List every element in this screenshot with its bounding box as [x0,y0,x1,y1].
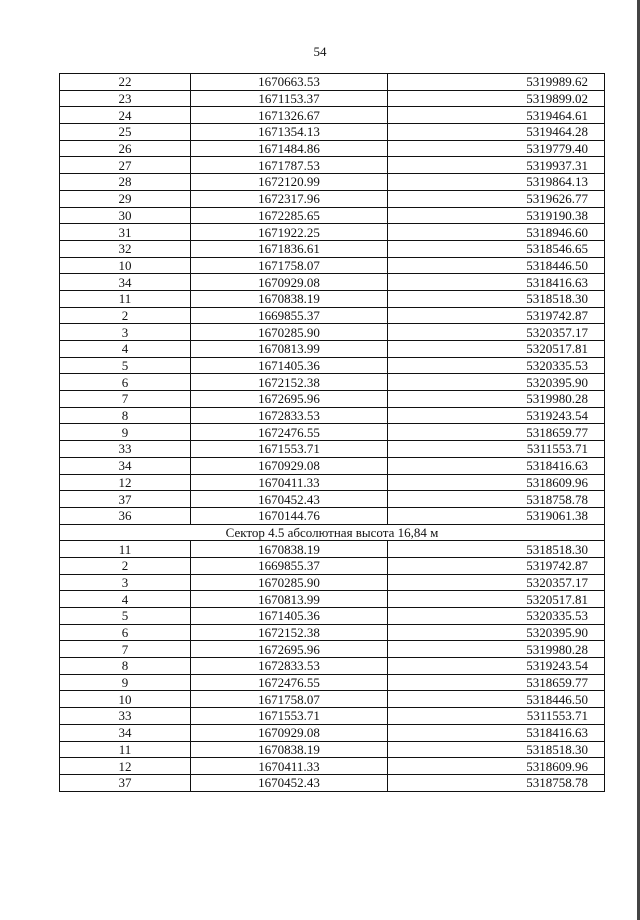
y-coordinate-cell: 5318416.63 [388,724,605,741]
table-row [60,674,605,691]
y-coordinate-cell: 5319243.54 [388,658,605,675]
table-row [60,507,605,524]
table-row [60,491,605,508]
y-coordinate-cell: 5318416.63 [388,457,605,474]
y-coordinate-cell: 5311553.71 [388,441,605,458]
point-number-cell: 12 [60,474,191,491]
table-row [60,224,605,241]
table-row [60,557,605,574]
point-number-cell: 32 [60,240,191,257]
x-coordinate-cell: 1672285.65 [191,207,388,224]
y-coordinate-cell: 5318546.65 [388,240,605,257]
x-coordinate-cell: 1672833.53 [191,407,388,424]
x-coordinate-cell: 1671326.67 [191,107,388,124]
y-coordinate-cell: 5319980.28 [388,641,605,658]
x-coordinate-cell: 1672476.55 [191,674,388,691]
x-coordinate-cell: 1672120.99 [191,174,388,191]
y-coordinate-cell: 5320395.90 [388,624,605,641]
x-coordinate-cell: 1671787.53 [191,157,388,174]
table-row [60,140,605,157]
point-number-cell: 2 [60,557,191,574]
point-number-cell: 25 [60,124,191,141]
point-number-cell: 11 [60,290,191,307]
x-coordinate-cell: 1670452.43 [191,774,388,791]
y-coordinate-cell: 5318446.50 [388,257,605,274]
table-row [60,174,605,191]
point-number-cell: 26 [60,140,191,157]
point-number-cell: 27 [60,157,191,174]
y-coordinate-cell: 5320517.81 [388,341,605,358]
point-number-cell: 3 [60,324,191,341]
point-number-cell: 37 [60,491,191,508]
point-number-cell: 4 [60,341,191,358]
x-coordinate-cell: 1669855.37 [191,307,388,324]
point-number-cell: 6 [60,374,191,391]
table-row [60,658,605,675]
point-number-cell: 5 [60,608,191,625]
table-row [60,90,605,107]
point-number-cell: 23 [60,90,191,107]
x-coordinate-cell: 1670285.90 [191,574,388,591]
table-row [60,257,605,274]
section-header-row [60,524,605,541]
y-coordinate-cell: 5319190.38 [388,207,605,224]
table-row [60,391,605,408]
y-coordinate-cell: 5320517.81 [388,591,605,608]
point-number-cell: 34 [60,457,191,474]
point-number-cell: 7 [60,641,191,658]
table-row [60,457,605,474]
y-coordinate-cell: 5318659.77 [388,674,605,691]
point-number-cell: 11 [60,741,191,758]
table-row [60,107,605,124]
point-number-cell: 33 [60,708,191,725]
point-number-cell: 5 [60,357,191,374]
point-number-cell: 36 [60,507,191,524]
page-number: 54 [313,44,327,59]
x-coordinate-cell: 1672695.96 [191,391,388,408]
y-coordinate-cell: 5318446.50 [388,691,605,708]
table-row [60,341,605,358]
table-row [60,608,605,625]
table-row [60,574,605,591]
section-header: Сектор 4.5 абсолютная высота 16,84 м [60,524,605,541]
table-row [60,274,605,291]
point-number-cell: 31 [60,224,191,241]
y-coordinate-cell: 5319864.13 [388,174,605,191]
point-number-cell: 33 [60,441,191,458]
y-coordinate-cell: 5319980.28 [388,391,605,408]
x-coordinate-cell: 1670411.33 [191,474,388,491]
x-coordinate-cell: 1672317.96 [191,190,388,207]
x-coordinate-cell: 1670929.08 [191,724,388,741]
y-coordinate-cell: 5318416.63 [388,274,605,291]
x-coordinate-cell: 1670813.99 [191,341,388,358]
point-number-cell: 12 [60,758,191,775]
coordinates-table-body [60,74,605,792]
y-coordinate-cell: 5320357.17 [388,324,605,341]
table-row [60,724,605,741]
table-row [60,708,605,725]
point-number-cell: 11 [60,541,191,558]
table-row [60,624,605,641]
point-number-cell: 30 [60,207,191,224]
table-row [60,190,605,207]
point-number-cell: 34 [60,274,191,291]
x-coordinate-cell: 1671354.13 [191,124,388,141]
table-row [60,374,605,391]
point-number-cell: 4 [60,591,191,608]
x-coordinate-cell: 1670838.19 [191,741,388,758]
table-row [60,124,605,141]
y-coordinate-cell: 5320335.53 [388,608,605,625]
point-number-cell: 9 [60,674,191,691]
y-coordinate-cell: 5318518.30 [388,290,605,307]
x-coordinate-cell: 1671758.07 [191,257,388,274]
table-row [60,157,605,174]
y-coordinate-cell: 5319464.61 [388,107,605,124]
x-coordinate-cell: 1670452.43 [191,491,388,508]
y-coordinate-cell: 5311553.71 [388,708,605,725]
point-number-cell: 6 [60,624,191,641]
y-coordinate-cell: 5319899.02 [388,90,605,107]
table-row [60,307,605,324]
y-coordinate-cell: 5318946.60 [388,224,605,241]
table-row [60,290,605,307]
point-number-cell: 8 [60,407,191,424]
y-coordinate-cell: 5319464.28 [388,124,605,141]
x-coordinate-cell: 1671553.71 [191,708,388,725]
y-coordinate-cell: 5319626.77 [388,190,605,207]
x-coordinate-cell: 1671836.61 [191,240,388,257]
point-number-cell: 22 [60,74,191,91]
point-number-cell: 8 [60,658,191,675]
table-row [60,774,605,791]
x-coordinate-cell: 1670929.08 [191,457,388,474]
x-coordinate-cell: 1672695.96 [191,641,388,658]
y-coordinate-cell: 5319937.31 [388,157,605,174]
point-number-cell: 3 [60,574,191,591]
x-coordinate-cell: 1671922.25 [191,224,388,241]
y-coordinate-cell: 5318518.30 [388,541,605,558]
table-row [60,424,605,441]
y-coordinate-cell: 5320395.90 [388,374,605,391]
x-coordinate-cell: 1671405.36 [191,357,388,374]
x-coordinate-cell: 1669855.37 [191,557,388,574]
x-coordinate-cell: 1670838.19 [191,290,388,307]
y-coordinate-cell: 5319061.38 [388,507,605,524]
x-coordinate-cell: 1671405.36 [191,608,388,625]
y-coordinate-cell: 5319243.54 [388,407,605,424]
x-coordinate-cell: 1670411.33 [191,758,388,775]
table-row [60,691,605,708]
table-row [60,207,605,224]
y-coordinate-cell: 5319742.87 [388,307,605,324]
x-coordinate-cell: 1670144.76 [191,507,388,524]
x-coordinate-cell: 1671153.37 [191,90,388,107]
x-coordinate-cell: 1670929.08 [191,274,388,291]
table-row [60,324,605,341]
y-coordinate-cell: 5319779.40 [388,140,605,157]
y-coordinate-cell: 5318609.96 [388,758,605,775]
x-coordinate-cell: 1671553.71 [191,441,388,458]
table-row [60,758,605,775]
x-coordinate-cell: 1671484.86 [191,140,388,157]
table-row [60,474,605,491]
table-row [60,741,605,758]
y-coordinate-cell: 5319989.62 [388,74,605,91]
table-row [60,541,605,558]
point-number-cell: 10 [60,691,191,708]
table-row [60,407,605,424]
point-number-cell: 10 [60,257,191,274]
y-coordinate-cell: 5318758.78 [388,774,605,791]
coordinates-table [59,73,605,792]
y-coordinate-cell: 5319742.87 [388,557,605,574]
point-number-cell: 34 [60,724,191,741]
point-number-cell: 37 [60,774,191,791]
y-coordinate-cell: 5318518.30 [388,741,605,758]
y-coordinate-cell: 5320335.53 [388,357,605,374]
table-row [60,74,605,91]
x-coordinate-cell: 1671758.07 [191,691,388,708]
point-number-cell: 7 [60,391,191,408]
x-coordinate-cell: 1672833.53 [191,658,388,675]
x-coordinate-cell: 1670663.53 [191,74,388,91]
table-row [60,357,605,374]
y-coordinate-cell: 5318758.78 [388,491,605,508]
table-row [60,591,605,608]
table-row [60,441,605,458]
x-coordinate-cell: 1672152.38 [191,374,388,391]
x-coordinate-cell: 1670838.19 [191,541,388,558]
point-number-cell: 2 [60,307,191,324]
x-coordinate-cell: 1672476.55 [191,424,388,441]
x-coordinate-cell: 1670813.99 [191,591,388,608]
point-number-cell: 9 [60,424,191,441]
point-number-cell: 29 [60,190,191,207]
x-coordinate-cell: 1672152.38 [191,624,388,641]
point-number-cell: 28 [60,174,191,191]
y-coordinate-cell: 5318659.77 [388,424,605,441]
x-coordinate-cell: 1670285.90 [191,324,388,341]
y-coordinate-cell: 5318609.96 [388,474,605,491]
point-number-cell: 24 [60,107,191,124]
y-coordinate-cell: 5320357.17 [388,574,605,591]
table-row [60,240,605,257]
table-row [60,641,605,658]
